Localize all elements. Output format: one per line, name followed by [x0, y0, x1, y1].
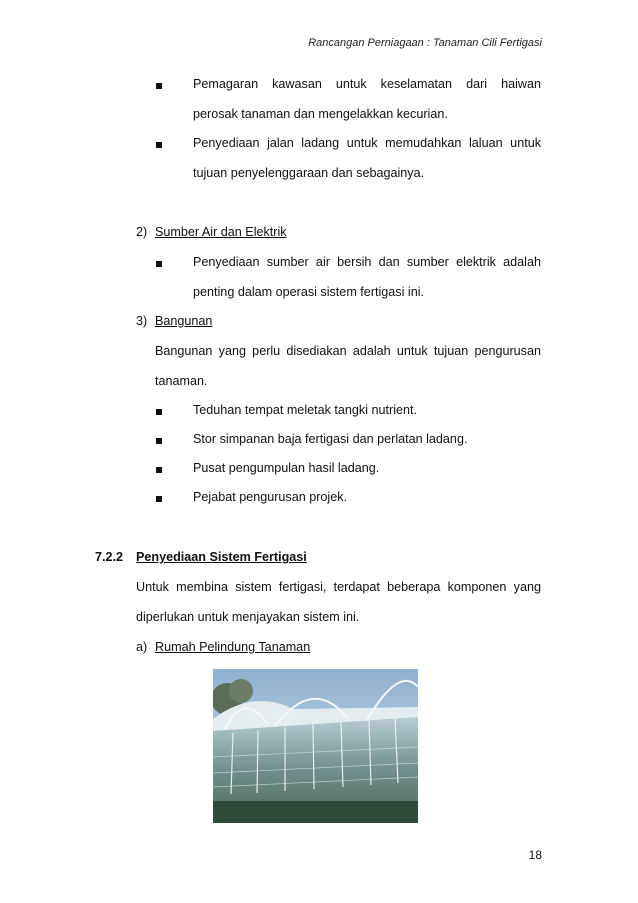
- bullet-marker: [156, 467, 162, 473]
- page-number: 18: [528, 848, 542, 862]
- paragraph-line: tanaman.: [155, 374, 208, 388]
- greenhouse-photo: [213, 669, 418, 823]
- running-header: Rancangan Perniagaan : Tanaman Cili Fertigasi: [308, 37, 542, 49]
- bullet-marker: [156, 142, 162, 148]
- list-label: a): [136, 640, 148, 654]
- subsection-number: 7.2.2: [95, 550, 124, 564]
- bullet-marker: [156, 438, 162, 444]
- paragraph-line: diperlukan untuk menjayakan sistem ini.: [136, 610, 360, 624]
- paragraph-line: Bangunan yang perlu disediakan adalah untuk tujuan pengurusan: [155, 344, 541, 358]
- bullet-text-line: penting dalam operasi sistem fertigasi ini.: [193, 285, 424, 299]
- bullet-text-line: Penyediaan jalan ladang untuk memudahkan laluan untuk: [193, 136, 541, 150]
- bullet-text-line: Pejabat pengurusan projek.: [193, 490, 348, 504]
- bullet-text-line: perosak tanaman dan mengelakkan kecurian.: [193, 107, 448, 121]
- section-number: 2): [136, 225, 148, 239]
- section-heading: Sumber Air dan Elektrik: [155, 225, 287, 239]
- bullet-text-line: Pusat pengumpulan hasil ladang.: [193, 461, 380, 475]
- bullet-marker: [156, 496, 162, 502]
- subsection-heading: Penyediaan Sistem Fertigasi: [136, 550, 307, 564]
- bullet-marker: [156, 83, 162, 89]
- bullet-text-line: Teduhan tempat meletak tangki nutrient.: [193, 403, 418, 417]
- bullet-text-line: Penyediaan sumber air bersih dan sumber elektrik adalah: [193, 255, 541, 269]
- bullet-text-line: Stor simpanan baja fertigasi dan perlatan ladang.: [193, 432, 468, 446]
- section-number: 3): [136, 314, 148, 328]
- bullet-text-line: Pemagaran kawasan untuk keselamatan dari haiwan: [193, 77, 541, 91]
- bullet-marker: [156, 409, 162, 415]
- paragraph-line: Untuk membina sistem fertigasi, terdapat beberapa komponen yang: [136, 580, 541, 594]
- list-heading: Rumah Pelindung Tanaman: [155, 640, 311, 654]
- section-heading: Bangunan: [155, 314, 213, 328]
- bullet-text-line: tujuan penyelenggaraan dan sebagainya.: [193, 166, 425, 180]
- bullet-marker: [156, 261, 162, 267]
